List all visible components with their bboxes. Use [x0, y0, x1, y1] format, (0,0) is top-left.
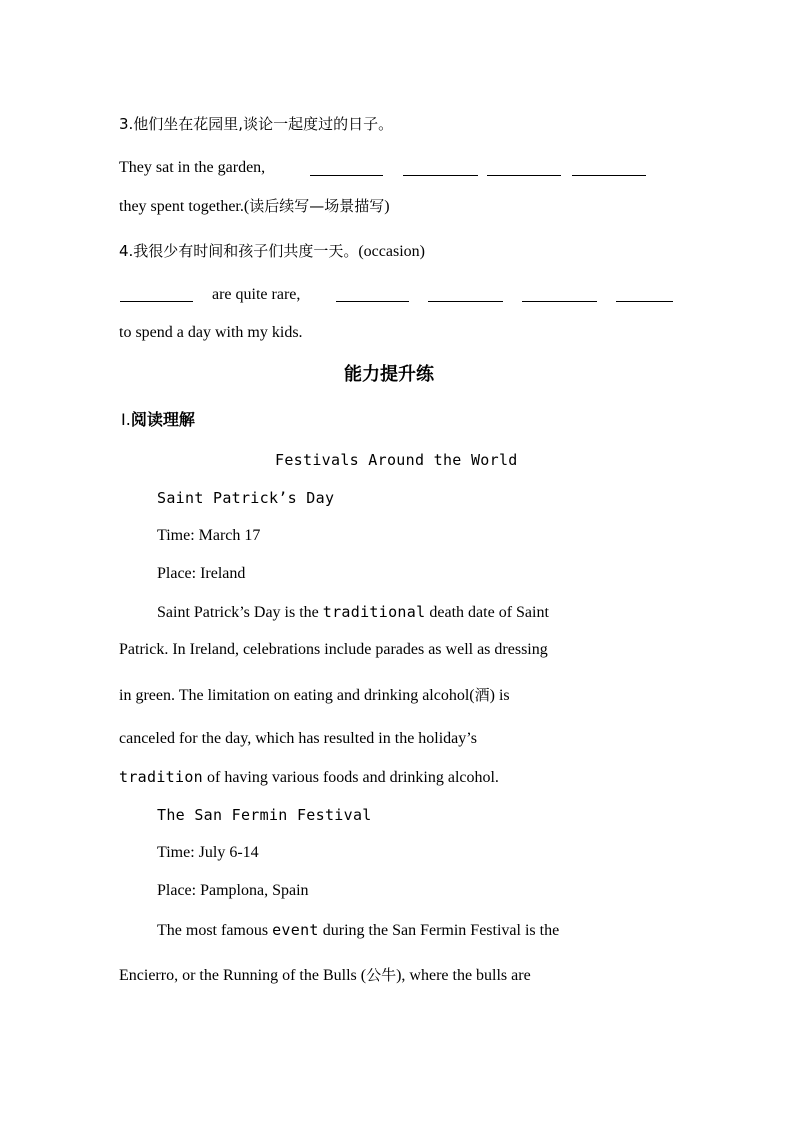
question-3-line-1: They sat in the garden, [119, 159, 266, 176]
text-run: ) is [489, 687, 510, 704]
text-run: during the San Fermin Festival is the [318, 922, 560, 939]
answer-blank[interactable] [120, 301, 193, 302]
festival-1-paragraph-line-2: Patrick. In Ireland, celebrations include parades as well as dressing [119, 641, 548, 658]
question-3-line-2-text: they spent together.( [119, 198, 250, 215]
answer-blank[interactable] [310, 175, 383, 176]
question-3-line-2 [119, 196, 390, 217]
question-4-line-2: to spend a day with my kids. [119, 324, 303, 341]
answer-blank[interactable] [336, 301, 409, 302]
text-run: Encierro, or the Running of the Bulls ( [119, 967, 367, 984]
festival-1-time: Time: March 17 [157, 527, 261, 544]
highlighted-word: event [272, 921, 319, 939]
text-run: The most famous [157, 922, 273, 939]
festival-2-time: Time: July 6-14 [157, 844, 259, 861]
answer-blank[interactable] [403, 175, 478, 176]
answer-blank[interactable] [616, 301, 673, 302]
festival-2-place: Place: Pamplona, Spain [157, 882, 309, 899]
text-run: ), where the bulls are [396, 967, 531, 984]
festival-1-name: Saint Patrick’s Day [157, 489, 335, 507]
answer-blank[interactable] [487, 175, 561, 176]
text-run: of having various foods and drinking alcohol. [202, 769, 499, 786]
question-3-line-2-end: ) [384, 198, 390, 215]
festival-1-paragraph-line-5 [119, 767, 499, 788]
text-run: Saint Patrick’s Day is the [157, 604, 323, 621]
highlighted-word: traditional [322, 603, 426, 621]
festival-2-paragraph-line-1 [157, 920, 559, 941]
festival-2-paragraph-line-2 [119, 965, 531, 986]
festival-2-name: The San Fermin Festival [157, 806, 372, 824]
question-3-prompt: 3.他们坐在花园里,谈论一起度过的日子。 [119, 115, 394, 133]
chinese-gloss: 酒 [474, 686, 490, 704]
question-4-line-1: are quite rare, [212, 286, 301, 303]
festival-1-paragraph-line-3 [119, 685, 510, 706]
highlighted-word: tradition [119, 768, 203, 786]
chinese-gloss: 公牛 [366, 966, 397, 984]
text-run: in green. The limitation on eating and drinking alcohol( [119, 687, 475, 704]
festival-1-paragraph-line-1 [157, 602, 549, 623]
part-heading [121, 410, 195, 430]
answer-blank[interactable] [428, 301, 503, 302]
question-4-hint: (occasion) [358, 243, 425, 260]
question-4-prompt: 4.我很少有时间和孩子们共度一天。 [119, 242, 359, 260]
festival-1-place: Place: Ireland [157, 565, 246, 582]
text-run: death date of Saint [425, 604, 549, 621]
answer-blank[interactable] [572, 175, 646, 176]
article-title: Festivals Around the World [275, 451, 518, 469]
part-label: Ⅰ. [121, 410, 131, 429]
festival-1-paragraph-line-4: canceled for the day, which has resulted in the holiday’s [119, 730, 477, 747]
answer-blank[interactable] [522, 301, 597, 302]
question-3-task-type: 读后续写—场景描写 [249, 197, 385, 215]
section-title: 能力提升练 [344, 364, 434, 385]
part-name: 阅读理解 [130, 410, 195, 429]
question-4-prompt-line [119, 241, 425, 262]
